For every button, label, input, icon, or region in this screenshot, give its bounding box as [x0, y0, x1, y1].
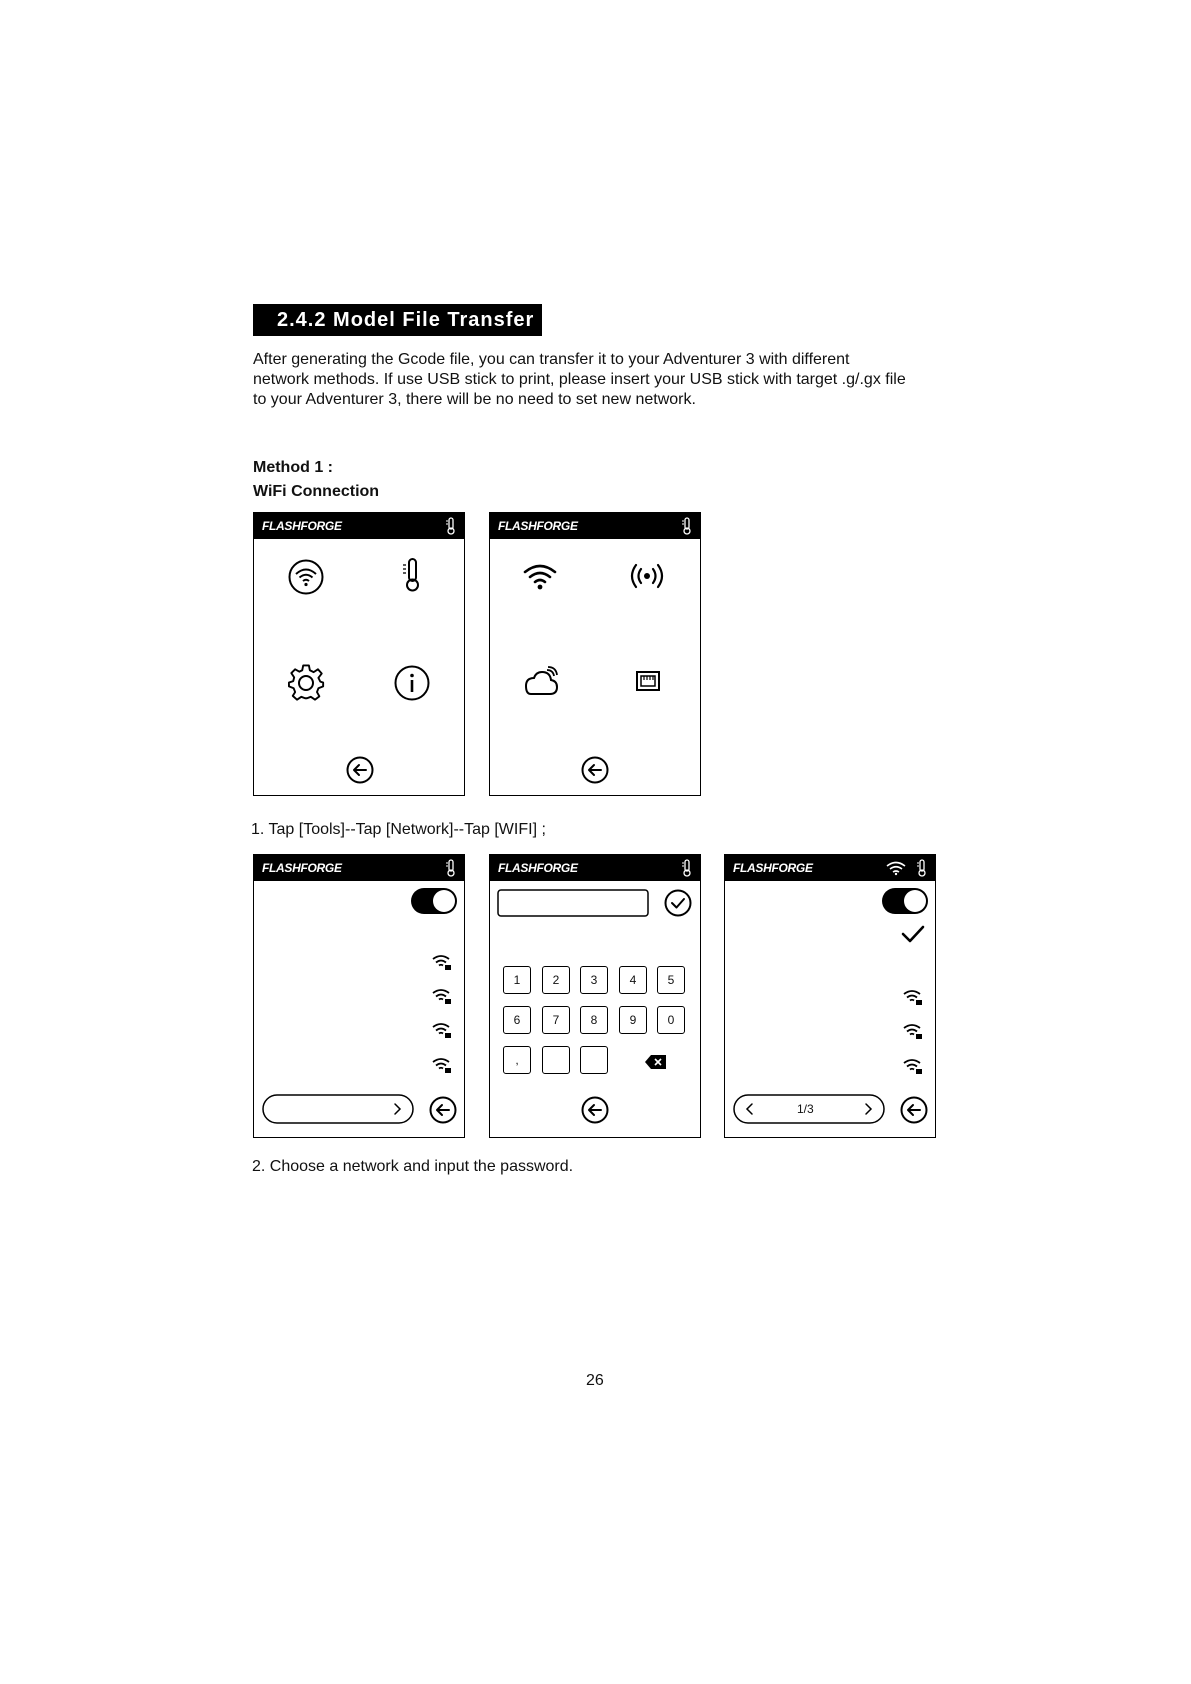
ethernet-icon[interactable] — [636, 671, 660, 693]
wifi-circle-icon[interactable] — [288, 559, 324, 595]
keypad-key-blank[interactable] — [542, 1046, 570, 1074]
keypad-key-blank[interactable] — [580, 1046, 608, 1074]
thermometer-icon — [446, 517, 456, 535]
wifi-locked-icon[interactable] — [432, 954, 452, 970]
back-arrow-icon[interactable] — [346, 756, 374, 784]
keypad-key[interactable]: 2 — [542, 966, 570, 994]
intro-line: After generating the Gcode file, you can transfer it to your Adventurer 3 with different — [253, 351, 850, 368]
intro-line: network methods. If use USB stick to print, please insert your USB stick with target .g/.gx file — [253, 371, 906, 388]
wifi-status-icon — [886, 861, 906, 875]
brand-logo: FLASHFORGE — [498, 861, 578, 875]
cloud-icon[interactable] — [523, 667, 559, 697]
page-number: 26 — [586, 1372, 604, 1389]
method-label: Method 1 : — [253, 459, 333, 476]
keypad-key[interactable]: 8 — [580, 1006, 608, 1034]
wifi-locked-icon[interactable] — [432, 988, 452, 1004]
keypad-key[interactable]: 9 — [619, 1006, 647, 1034]
connected-check-icon — [901, 925, 925, 943]
confirm-check-icon[interactable] — [664, 889, 692, 917]
keypad-key[interactable]: 1 — [503, 966, 531, 994]
screen-header — [490, 513, 700, 539]
screen-network-menu — [489, 512, 701, 796]
step1-caption: 1. Tap [Tools]--Tap [Network]--Tap [WIFI] ; — [251, 821, 546, 838]
wifi-locked-icon[interactable] — [903, 989, 923, 1005]
pager-bar[interactable] — [262, 1094, 414, 1124]
backspace-icon[interactable] — [645, 1055, 667, 1069]
brand-logo: FLASHFORGE — [498, 519, 578, 533]
keypad-key[interactable]: 0 — [657, 1006, 685, 1034]
keypad-key[interactable]: , — [503, 1046, 531, 1074]
back-arrow-icon[interactable] — [900, 1096, 928, 1124]
screen-header — [725, 855, 935, 881]
hotspot-icon[interactable] — [630, 563, 664, 589]
back-arrow-icon[interactable] — [429, 1096, 457, 1124]
wifi-toggle[interactable] — [882, 888, 928, 914]
intro-paragraph — [253, 350, 953, 410]
wifi-icon[interactable] — [523, 563, 557, 591]
thermometer-icon — [682, 859, 692, 877]
section-title: 2.4.2 Model File Transfer — [253, 304, 542, 336]
info-icon[interactable] — [394, 665, 430, 701]
screen-header — [490, 855, 700, 881]
screen-wifi-connected — [724, 854, 936, 1138]
screen-header — [254, 855, 464, 881]
brand-logo: FLASHFORGE — [262, 519, 342, 533]
step2-caption: 2. Choose a network and input the password. — [252, 1158, 574, 1175]
brand-logo: FLASHFORGE — [262, 861, 342, 875]
brand-logo: FLASHFORGE — [733, 861, 813, 875]
thermometer-icon — [446, 859, 456, 877]
back-arrow-icon[interactable] — [581, 1096, 609, 1124]
pager-label: 1/3 — [797, 1102, 814, 1116]
gear-icon[interactable] — [288, 665, 324, 701]
screen-main-menu — [253, 512, 465, 796]
wifi-locked-icon[interactable] — [432, 1022, 452, 1038]
keypad-key[interactable]: 6 — [503, 1006, 531, 1034]
keypad-key[interactable]: 4 — [619, 966, 647, 994]
wifi-locked-icon[interactable] — [432, 1057, 452, 1073]
screen-header — [254, 513, 464, 539]
wifi-locked-icon[interactable] — [903, 1058, 923, 1074]
wifi-locked-icon[interactable] — [903, 1023, 923, 1039]
intro-line: to your Adventurer 3, there will be no need to set new network. — [253, 391, 696, 408]
thermometer-icon — [917, 859, 927, 877]
back-arrow-icon[interactable] — [581, 756, 609, 784]
keypad-key[interactable]: 7 — [542, 1006, 570, 1034]
password-input[interactable] — [497, 889, 649, 917]
thermometer-icon — [682, 517, 692, 535]
wifi-toggle[interactable] — [411, 888, 457, 914]
screen-password-keypad — [489, 854, 701, 1138]
thermometer-icon[interactable] — [402, 557, 422, 593]
keypad-key[interactable]: 5 — [657, 966, 685, 994]
keypad-key[interactable]: 3 — [580, 966, 608, 994]
screen-wifi-list — [253, 854, 465, 1138]
method-name: WiFi Connection — [253, 483, 380, 500]
